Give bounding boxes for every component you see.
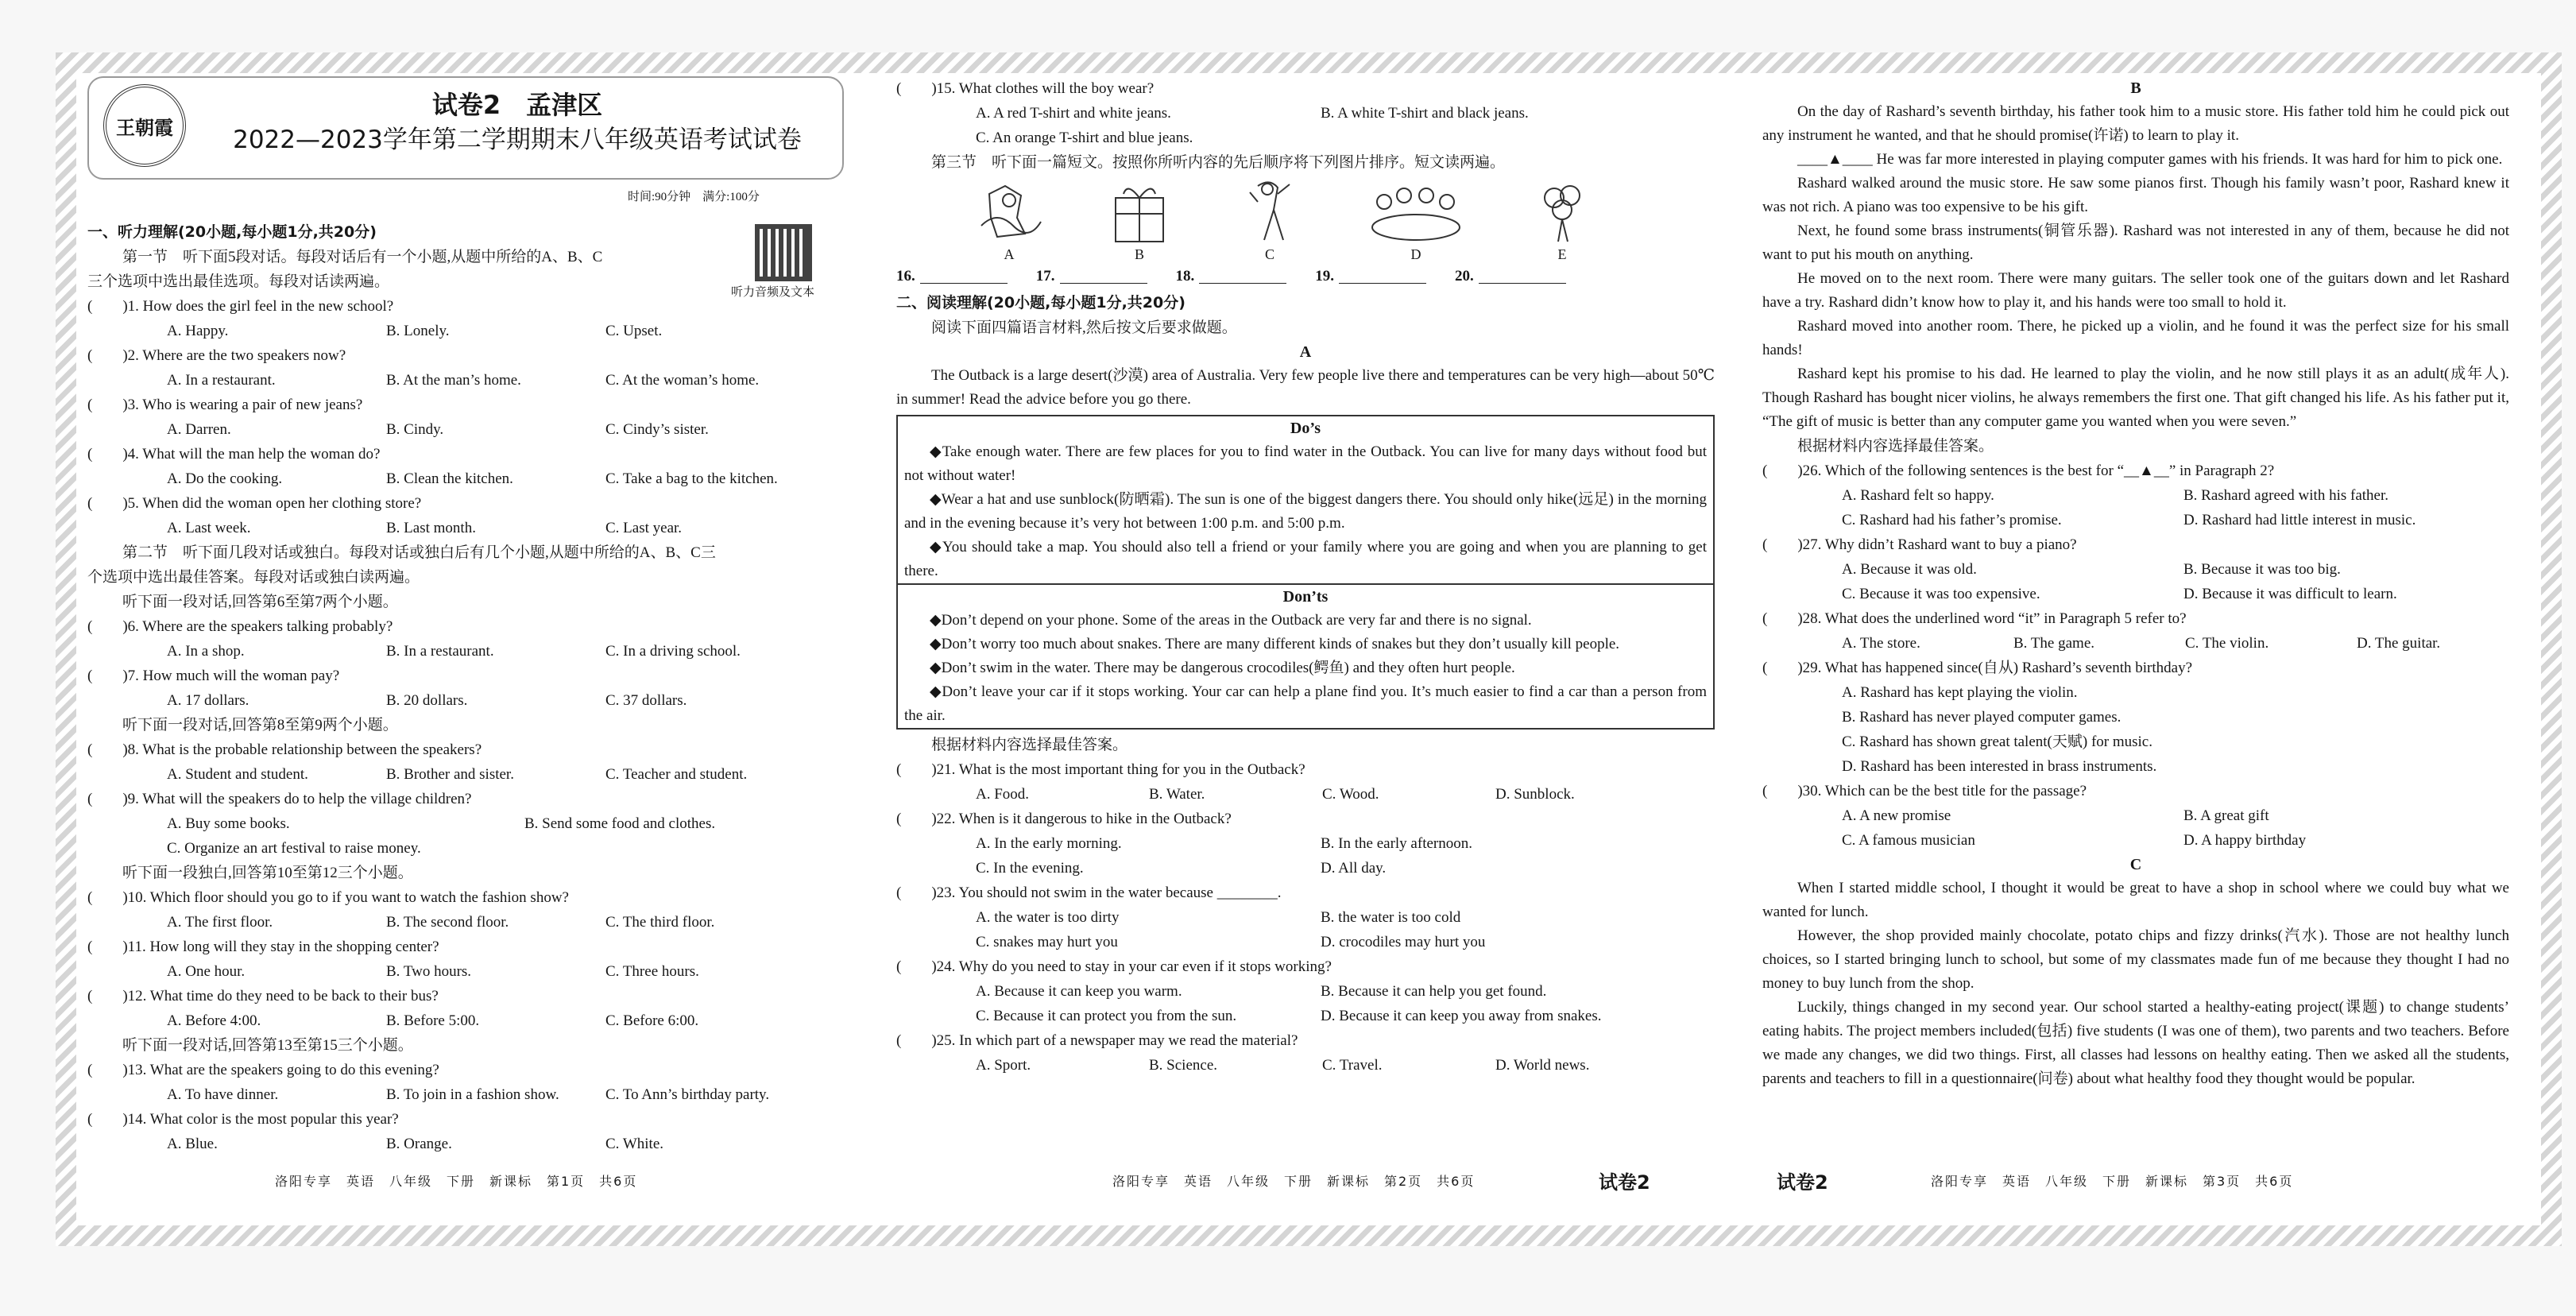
passage-paragraph: However, the shop provided mainly chocolate, potato chips and fizzy drinks(汽水). Those are not healthy lunch choices, so I started bringing lunch to school, but some of my classmates made fun of me because they thought I had no money to buy lunch from the shop. bbox=[1762, 927, 2509, 992]
question[interactable]: ( )28. What does the underlined word “it” in Paragraph 5 refer to? bbox=[1762, 610, 2187, 627]
answer-option[interactable]: D. The guitar. bbox=[2357, 635, 2441, 652]
answer-option[interactable]: D. A happy birthday bbox=[2183, 832, 2307, 849]
section-heading: 二、阅读理解(20小题,每小题1分,共20分) bbox=[896, 294, 1186, 312]
passage-paragraph: On the day of Rashard’s seventh birthday, his father took him to a music store. His father told him he could pick out any instrument he wanted, and that he should promise(许诺) to learn to play it. bbox=[1762, 103, 2509, 144]
answer-option[interactable]: B. Two hours. bbox=[386, 963, 472, 980]
answer-option[interactable]: C. In a driving school. bbox=[605, 643, 741, 660]
donts-heading: Don’ts bbox=[1282, 588, 1329, 606]
instruction-line: 根据材料内容选择最佳答案。 bbox=[931, 737, 1128, 753]
answer-option[interactable]: C. At the woman’s home. bbox=[605, 372, 760, 389]
dos-item: ◆Wear a hat and use sunblock(防晒霜). The sun is one of the biggest dangers there. You should only hike(远足) in the morning and in the evening because it’s very hot between 1:00 p.m. and 5:00 p.m. bbox=[904, 491, 1707, 532]
answer-option[interactable]: A. A red T-shirt and white jeans. bbox=[976, 105, 1171, 122]
question[interactable]: ( )25. In which part of a newspaper may we read the material? bbox=[896, 1032, 1298, 1049]
blank-19[interactable]: 19. bbox=[1315, 263, 1426, 290]
question[interactable]: ( )8. What is the probable relationship between the speakers? bbox=[87, 741, 482, 758]
picture-b: B bbox=[1104, 178, 1175, 263]
answer-option[interactable]: C. Travel. bbox=[1322, 1057, 1383, 1074]
passage-paragraph: The Outback is a large desert(沙漠) area of Australia. Very few people live there and temperatures can be very high—about 50℃ in summer! Read the advice before you go there. bbox=[896, 367, 1715, 408]
answer-option[interactable]: A. Because it was old. bbox=[1842, 561, 1977, 578]
donts-item: ◆Don’t leave your car if it stops working. Your car can help a plane find you. It’s much easier to find a car than a person from the air. bbox=[904, 683, 1707, 724]
answer-option[interactable]: D. crocodiles may hurt you bbox=[1321, 934, 1486, 950]
option-row bbox=[896, 905, 1715, 930]
question[interactable]: ( )11. How long will they stay in the shopping center? bbox=[87, 939, 439, 955]
answer-option[interactable]: C. Because it was too expensive. bbox=[1842, 586, 2040, 602]
answer-option[interactable]: A. The store. bbox=[1842, 635, 1920, 652]
listening-pictures bbox=[944, 178, 1627, 263]
answer-option[interactable]: B. To join in a fashion show. bbox=[386, 1086, 559, 1103]
answer-option[interactable]: A. Student and student. bbox=[167, 766, 308, 783]
option-row bbox=[87, 639, 850, 664]
answer-option[interactable]: B. Water. bbox=[1149, 786, 1205, 803]
option-row bbox=[1762, 483, 2509, 508]
qr-caption: 听力音频及文本 bbox=[731, 284, 815, 299]
question-15-and-part3 bbox=[896, 76, 1715, 175]
exam-title-line1: 试卷2 孟津区 bbox=[431, 90, 603, 120]
picture-e: E bbox=[1526, 178, 1598, 263]
footer-page-3: 洛阳专享 英语 八年级 下册 新课标 第3页 共6页 bbox=[1931, 1174, 2294, 1189]
option-line bbox=[1762, 705, 2509, 730]
answer-option[interactable]: C. Wood. bbox=[1322, 786, 1379, 803]
question[interactable]: ( )5. When did the woman open her clothing store? bbox=[87, 495, 422, 512]
passage-label: C bbox=[2129, 856, 2142, 873]
answer-option[interactable]: C. Three hours. bbox=[605, 963, 699, 980]
answer-option[interactable]: B. Lonely. bbox=[386, 323, 450, 339]
answer-option[interactable]: A. Blue. bbox=[167, 1136, 218, 1152]
answer-option[interactable]: B. A white T-shirt and black jeans. bbox=[1321, 105, 1529, 122]
exam-time-score: 时间:90分钟 满分:100分 bbox=[628, 191, 760, 203]
exam-title bbox=[200, 87, 834, 157]
picture-d: D bbox=[1364, 178, 1468, 263]
answer-option[interactable]: C. An orange T-shirt and blue jeans. bbox=[976, 130, 1193, 146]
instruction-line: 听下面一段独白,回答第10至第12三个小题。 bbox=[122, 865, 413, 881]
answer-option[interactable]: C. Teacher and student. bbox=[605, 766, 748, 783]
answer-option[interactable]: B. Orange. bbox=[386, 1136, 452, 1152]
instruction-line: 听下面一段对话,回答第13至第15三个小题。 bbox=[122, 1037, 413, 1054]
answer-option[interactable]: B. In a restaurant. bbox=[386, 643, 494, 660]
option-row bbox=[87, 1008, 850, 1033]
passage-paragraph: Luckily, things changed in my second year. Our school started a healthy-eating project(课题) to change students’ eating habits. The project members included(包括) five students (I was one of them), two parents and two teachers. Before we made any changes, we did two things. First, all classes had lessons on healthy eating. Then we asked all the students, parents and teachers to fill in a questionnaire(问卷) about what healthy food they thought would be popular. bbox=[1762, 999, 2509, 1087]
question[interactable]: ( )23. You should not swim in the water because ________. bbox=[896, 884, 1282, 901]
option-row bbox=[87, 1132, 850, 1156]
answer-option[interactable]: B. Brother and sister. bbox=[386, 766, 514, 783]
answer-option[interactable]: C. Upset. bbox=[605, 323, 663, 339]
answer-option[interactable]: C. White. bbox=[605, 1136, 664, 1152]
reading-passage-a-intro bbox=[896, 290, 1715, 412]
answer-option[interactable]: A. In a shop. bbox=[167, 643, 245, 660]
footer-tag-page-3: 试卷2 bbox=[1777, 1171, 1828, 1194]
question[interactable]: ( )27. Why didn’t Rashard want to buy a piano? bbox=[1762, 536, 2077, 553]
question[interactable]: ( )6. Where are the speakers talking probably? bbox=[87, 618, 393, 635]
page-3-column bbox=[1762, 76, 2509, 1173]
question[interactable]: ( )26. Which of the following sentences is the best for “__▲__” in Paragraph 2? bbox=[1762, 463, 2275, 479]
question[interactable]: ( )30. Which can be the best title for the passage? bbox=[1762, 783, 2087, 799]
answer-option[interactable]: C. The violin. bbox=[2185, 635, 2269, 652]
option-row bbox=[896, 831, 1715, 856]
blank-16[interactable]: 16. bbox=[896, 263, 1008, 290]
question[interactable]: ( )13. What are the speakers going to do this evening? bbox=[87, 1062, 439, 1078]
option-row bbox=[1762, 508, 2509, 532]
answer-option[interactable]: B. Last month. bbox=[386, 520, 476, 536]
option-row bbox=[87, 466, 850, 491]
answer-option[interactable]: B. In the early afternoon. bbox=[1321, 835, 1472, 852]
option-row bbox=[87, 368, 850, 393]
instruction-line: 根据材料内容选择最佳答案。 bbox=[1797, 438, 1994, 455]
footer-tag-page-2: 试卷2 bbox=[1599, 1171, 1650, 1194]
question[interactable]: ( )29. What has happened since(自从) Rashard’s seventh birthday? bbox=[1762, 660, 2192, 676]
dos-item: ◆Take enough water. There are few places for you to find water in the Outback. You can live for many days without food but not without water! bbox=[904, 443, 1707, 484]
answer-option[interactable]: B. Before 5:00. bbox=[386, 1012, 480, 1029]
answer-option[interactable]: C. The third floor. bbox=[605, 914, 715, 931]
question[interactable]: ( )15. What clothes will the boy wear? bbox=[896, 80, 1155, 97]
option-row bbox=[896, 782, 1715, 807]
answer-option[interactable]: D. Because it can keep you away from snakes. bbox=[1321, 1008, 1602, 1024]
answer-option[interactable]: A. the water is too dirty bbox=[976, 909, 1120, 926]
answer-option[interactable]: B. Cindy. bbox=[386, 421, 444, 438]
answer-option[interactable]: A. A new promise bbox=[1842, 807, 1951, 824]
option-row bbox=[87, 762, 850, 787]
question[interactable]: ( )9. What will the speakers do to help the village children? bbox=[87, 791, 472, 807]
donts-list bbox=[898, 609, 1713, 728]
option-line bbox=[87, 836, 850, 861]
answer-option[interactable]: C. In the evening. bbox=[976, 860, 1084, 877]
answer-option[interactable]: B. Because it was too big. bbox=[2183, 561, 2341, 578]
dos-item: ◆You should take a map. You should also tell a friend or your family where you are going and when you are planning to get there. bbox=[904, 539, 1707, 579]
question[interactable]: ( )7. How much will the woman pay? bbox=[87, 668, 340, 684]
answer-option[interactable]: B. The game. bbox=[2013, 635, 2095, 652]
instruction-line: 第二节 听下面几段对话或独白。每段对话或独白后有几个小题,从题中所给的A、B、C三 bbox=[122, 544, 716, 561]
page-1-column bbox=[87, 219, 850, 1316]
answer-option[interactable]: A. To have dinner. bbox=[167, 1086, 279, 1103]
answer-option[interactable]: C. To Ann’s birthday party. bbox=[605, 1086, 770, 1103]
picture-a: A bbox=[973, 178, 1045, 263]
answer-option[interactable]: A. The first floor. bbox=[167, 914, 273, 931]
passage-paragraph: Rashard moved into another room. There, he picked up a violin, and he found it was the perfect size for his small hands! bbox=[1762, 318, 2509, 358]
answer-option[interactable]: B. Clean the kitchen. bbox=[386, 470, 513, 487]
option-line bbox=[896, 126, 1715, 150]
donts-item: ◆Don’t depend on your phone. Some of the areas in the Outback are very far and there is no signal. bbox=[930, 612, 1532, 629]
instruction-line: 听下面一段对话,回答第6至第7两个小题。 bbox=[122, 594, 398, 610]
option-row bbox=[87, 1082, 850, 1107]
option-row bbox=[87, 319, 850, 343]
answer-blanks-16-20 bbox=[896, 263, 1715, 290]
passage-label: A bbox=[1299, 343, 1312, 361]
blank-17[interactable]: 17. bbox=[1036, 263, 1147, 290]
answer-option[interactable]: A. Do the cooking. bbox=[167, 470, 283, 487]
answer-option[interactable]: B. Send some food and clothes. bbox=[524, 815, 716, 832]
answer-option[interactable]: A. Darren. bbox=[167, 421, 231, 438]
passage-paragraph: ____▲____ He was far more interested in playing computer games with his friends. It was hard for him to pick one. bbox=[1797, 151, 2503, 168]
exam-header bbox=[87, 76, 844, 180]
option-row bbox=[896, 856, 1715, 881]
option-row bbox=[896, 1053, 1715, 1078]
section-heading: 一、听力理解(20小题,每小题1分,共20分) bbox=[87, 223, 377, 241]
option-row bbox=[1762, 557, 2509, 582]
publisher-logo: 王朝霞 bbox=[103, 84, 186, 167]
option-row bbox=[1762, 582, 2509, 606]
answer-option[interactable]: D. Because it was difficult to learn. bbox=[2183, 586, 2397, 602]
answer-option[interactable]: A. Sport. bbox=[976, 1057, 1031, 1074]
passage-paragraph: Rashard kept his promise to his dad. He learned to play the violin, and he now still plays it as an adult(成年人). Though Rashard has bought nicer violins, he always remembers the first one. That gift changed his life. As his father put it, “The gift of music is better than any computer game you wanted when you were seven.” bbox=[1762, 366, 2509, 430]
passage-paragraph: Next, he found some brass instruments(铜管乐器). Rashard was not interested in any of them, because he did not want to put his mouth on anything. bbox=[1762, 223, 2509, 263]
answer-option[interactable]: C. Rashard had his father’s promise. bbox=[1842, 512, 2062, 528]
answer-option[interactable]: C. A famous musician bbox=[1842, 832, 1975, 849]
option-row bbox=[1762, 803, 2509, 828]
passage-paragraph: He moved on to the next room. There were many guitars. The seller took one of the guitars down and let Rashard have a try. Rashard didn’t know how to play it, and his hands were too small to hold it. bbox=[1762, 270, 2509, 311]
answer-option[interactable]: A. Buy some books. bbox=[167, 815, 290, 832]
instruction-line: 个选项中选出最佳答案。每段对话或独白读两遍。 bbox=[87, 569, 420, 586]
answer-option[interactable]: D. Sunblock. bbox=[1495, 786, 1575, 803]
picture-c: C bbox=[1234, 178, 1305, 263]
answer-option[interactable]: C. 37 dollars. bbox=[605, 692, 687, 709]
dos-heading: Do’s bbox=[1290, 420, 1321, 437]
option-row bbox=[1762, 828, 2509, 853]
answer-option[interactable]: A. 17 dollars. bbox=[167, 692, 249, 709]
passage-label: B bbox=[2130, 79, 2141, 97]
answer-option[interactable]: A. One hour. bbox=[167, 963, 246, 980]
option-row bbox=[1762, 631, 2509, 656]
question[interactable]: ( )3. Who is wearing a pair of new jeans? bbox=[87, 397, 363, 413]
blank-20[interactable]: 20. bbox=[1455, 263, 1566, 290]
option-row bbox=[87, 688, 850, 713]
option-row bbox=[87, 959, 850, 984]
footer-page-2: 洛阳专享 英语 八年级 下册 新课标 第2页 共6页 bbox=[1112, 1174, 1476, 1189]
answer-option[interactable]: C. Last year. bbox=[605, 520, 683, 536]
answer-option[interactable]: B. 20 dollars. bbox=[386, 692, 468, 709]
outback-advice-box bbox=[896, 415, 1715, 730]
answer-option[interactable]: A. In the early morning. bbox=[976, 835, 1122, 852]
answer-option[interactable]: B. Rashard agreed with his father. bbox=[2183, 487, 2389, 504]
question[interactable]: ( )1. How does the girl feel in the new school? bbox=[87, 298, 394, 315]
answer-option[interactable]: A. Rashard felt so happy. bbox=[1842, 487, 1994, 504]
question[interactable]: ( )4. What will the man help the woman do? bbox=[87, 446, 381, 463]
donts-item: ◆Don’t worry too much about snakes. There are many different kinds of snakes but they don’t usually kill people. bbox=[930, 636, 1620, 652]
option-row bbox=[896, 1004, 1715, 1028]
question[interactable]: ( )14. What color is the most popular this year? bbox=[87, 1111, 399, 1128]
option-row bbox=[896, 979, 1715, 1004]
answer-option[interactable]: C. Cindy’s sister. bbox=[605, 421, 709, 438]
answer-option[interactable]: B. A great gift bbox=[2183, 807, 2269, 824]
answer-option[interactable]: D. Rashard had little interest in music. bbox=[2183, 512, 2416, 528]
answer-option[interactable]: D. World news. bbox=[1495, 1057, 1590, 1074]
option-line bbox=[1762, 680, 2509, 705]
answer-option[interactable]: A. Last week. bbox=[167, 520, 251, 536]
question[interactable]: ( )22. When is it dangerous to hike in the Outback? bbox=[896, 811, 1232, 827]
answer-option[interactable]: C. Take a bag to the kitchen. bbox=[605, 470, 778, 487]
answer-option[interactable]: A. Before 4:00. bbox=[167, 1012, 261, 1029]
instruction-line: 第一节 听下面5段对话。每段对话后有一个小题,从题中所给的A、B、C bbox=[122, 249, 603, 265]
answer-option[interactable]: A. Because it can keep you warm. bbox=[976, 983, 1182, 1000]
instruction-line: 阅读下面四篇语言材料,然后按文后要求做题。 bbox=[931, 319, 1237, 336]
answer-option[interactable]: A. Rashard has kept playing the violin. bbox=[1842, 684, 2078, 701]
answer-option[interactable]: C. Because it can protect you from the sun. bbox=[976, 1008, 1237, 1024]
donts-item: ◆Don’t swim in the water. There may be dangerous crocodiles(鳄鱼) and they often hurt people. bbox=[930, 660, 1515, 676]
question[interactable]: ( )12. What time do they need to be back to their bus? bbox=[87, 988, 439, 1004]
questions-21-25 bbox=[896, 733, 1715, 1078]
answer-option[interactable]: C. snakes may hurt you bbox=[976, 934, 1118, 950]
answer-option[interactable]: D. All day. bbox=[1321, 860, 1387, 877]
passage-paragraph: Rashard walked around the music store. He saw some pianos first. Though his family wasn’t poor, Rashard knew it was not rich. A piano was too expensive to be his gift. bbox=[1762, 175, 2509, 215]
option-row bbox=[87, 910, 850, 935]
option-row bbox=[896, 930, 1715, 954]
answer-option[interactable]: A. Happy. bbox=[167, 323, 229, 339]
question[interactable]: ( )21. What is the most important thing for you in the Outback? bbox=[896, 761, 1305, 778]
footer-page-1: 洛阳专享 英语 八年级 下册 新课标 第1页 共6页 bbox=[275, 1174, 638, 1189]
instruction-line: 三个选项中选出最佳选项。每段对话读两遍。 bbox=[87, 273, 390, 290]
answer-option[interactable]: B. Because it can help you get found. bbox=[1321, 983, 1547, 1000]
dos-list bbox=[898, 440, 1713, 583]
passage-paragraph: When I started middle school, I thought it would be great to have a shop in school where we could buy what we wanted for lunch. bbox=[1762, 880, 2509, 920]
question[interactable]: ( )2. Where are the two speakers now? bbox=[87, 347, 346, 364]
answer-option[interactable]: B. At the man’s home. bbox=[386, 372, 521, 389]
answer-option[interactable]: A. Food. bbox=[976, 786, 1030, 803]
question[interactable]: ( )24. Why do you need to stay in your car even if it stops working? bbox=[896, 958, 1332, 975]
answer-option[interactable]: D. Rashard has been interested in brass instruments. bbox=[1842, 758, 2157, 775]
option-row bbox=[87, 516, 850, 540]
blank-18[interactable]: 18. bbox=[1176, 263, 1287, 290]
option-row bbox=[87, 811, 850, 836]
answer-option[interactable]: B. The second floor. bbox=[386, 914, 509, 931]
answer-option[interactable]: C. Before 6:00. bbox=[605, 1012, 699, 1029]
option-row bbox=[896, 101, 1715, 126]
instruction-line: 第三节 听下面一篇短文。按照你所听内容的先后顺序将下列图片排序。短文读两遍。 bbox=[931, 154, 1506, 171]
page-2-column bbox=[896, 76, 1715, 1173]
answer-option[interactable]: B. the water is too cold bbox=[1321, 909, 1461, 926]
question[interactable]: ( )10. Which floor should you go to if you want to watch the fashion show? bbox=[87, 889, 569, 906]
option-row bbox=[87, 417, 850, 442]
answer-option[interactable]: B. Science. bbox=[1149, 1057, 1218, 1074]
instruction-line: 听下面一段对话,回答第8至第9两个小题。 bbox=[122, 717, 398, 733]
answer-option[interactable]: C. Rashard has shown great talent(天赋) for music. bbox=[1842, 733, 2152, 750]
option-line bbox=[1762, 754, 2509, 779]
answer-option[interactable]: A. In a restaurant. bbox=[167, 372, 276, 389]
option-line bbox=[1762, 730, 2509, 754]
answer-option[interactable]: B. Rashard has never played computer games. bbox=[1842, 709, 2122, 726]
answer-option[interactable]: C. Organize an art festival to raise money. bbox=[167, 840, 421, 857]
exam-title-line2: 2022—2023学年第二学期期末八年级英语考试试卷 bbox=[233, 126, 802, 154]
